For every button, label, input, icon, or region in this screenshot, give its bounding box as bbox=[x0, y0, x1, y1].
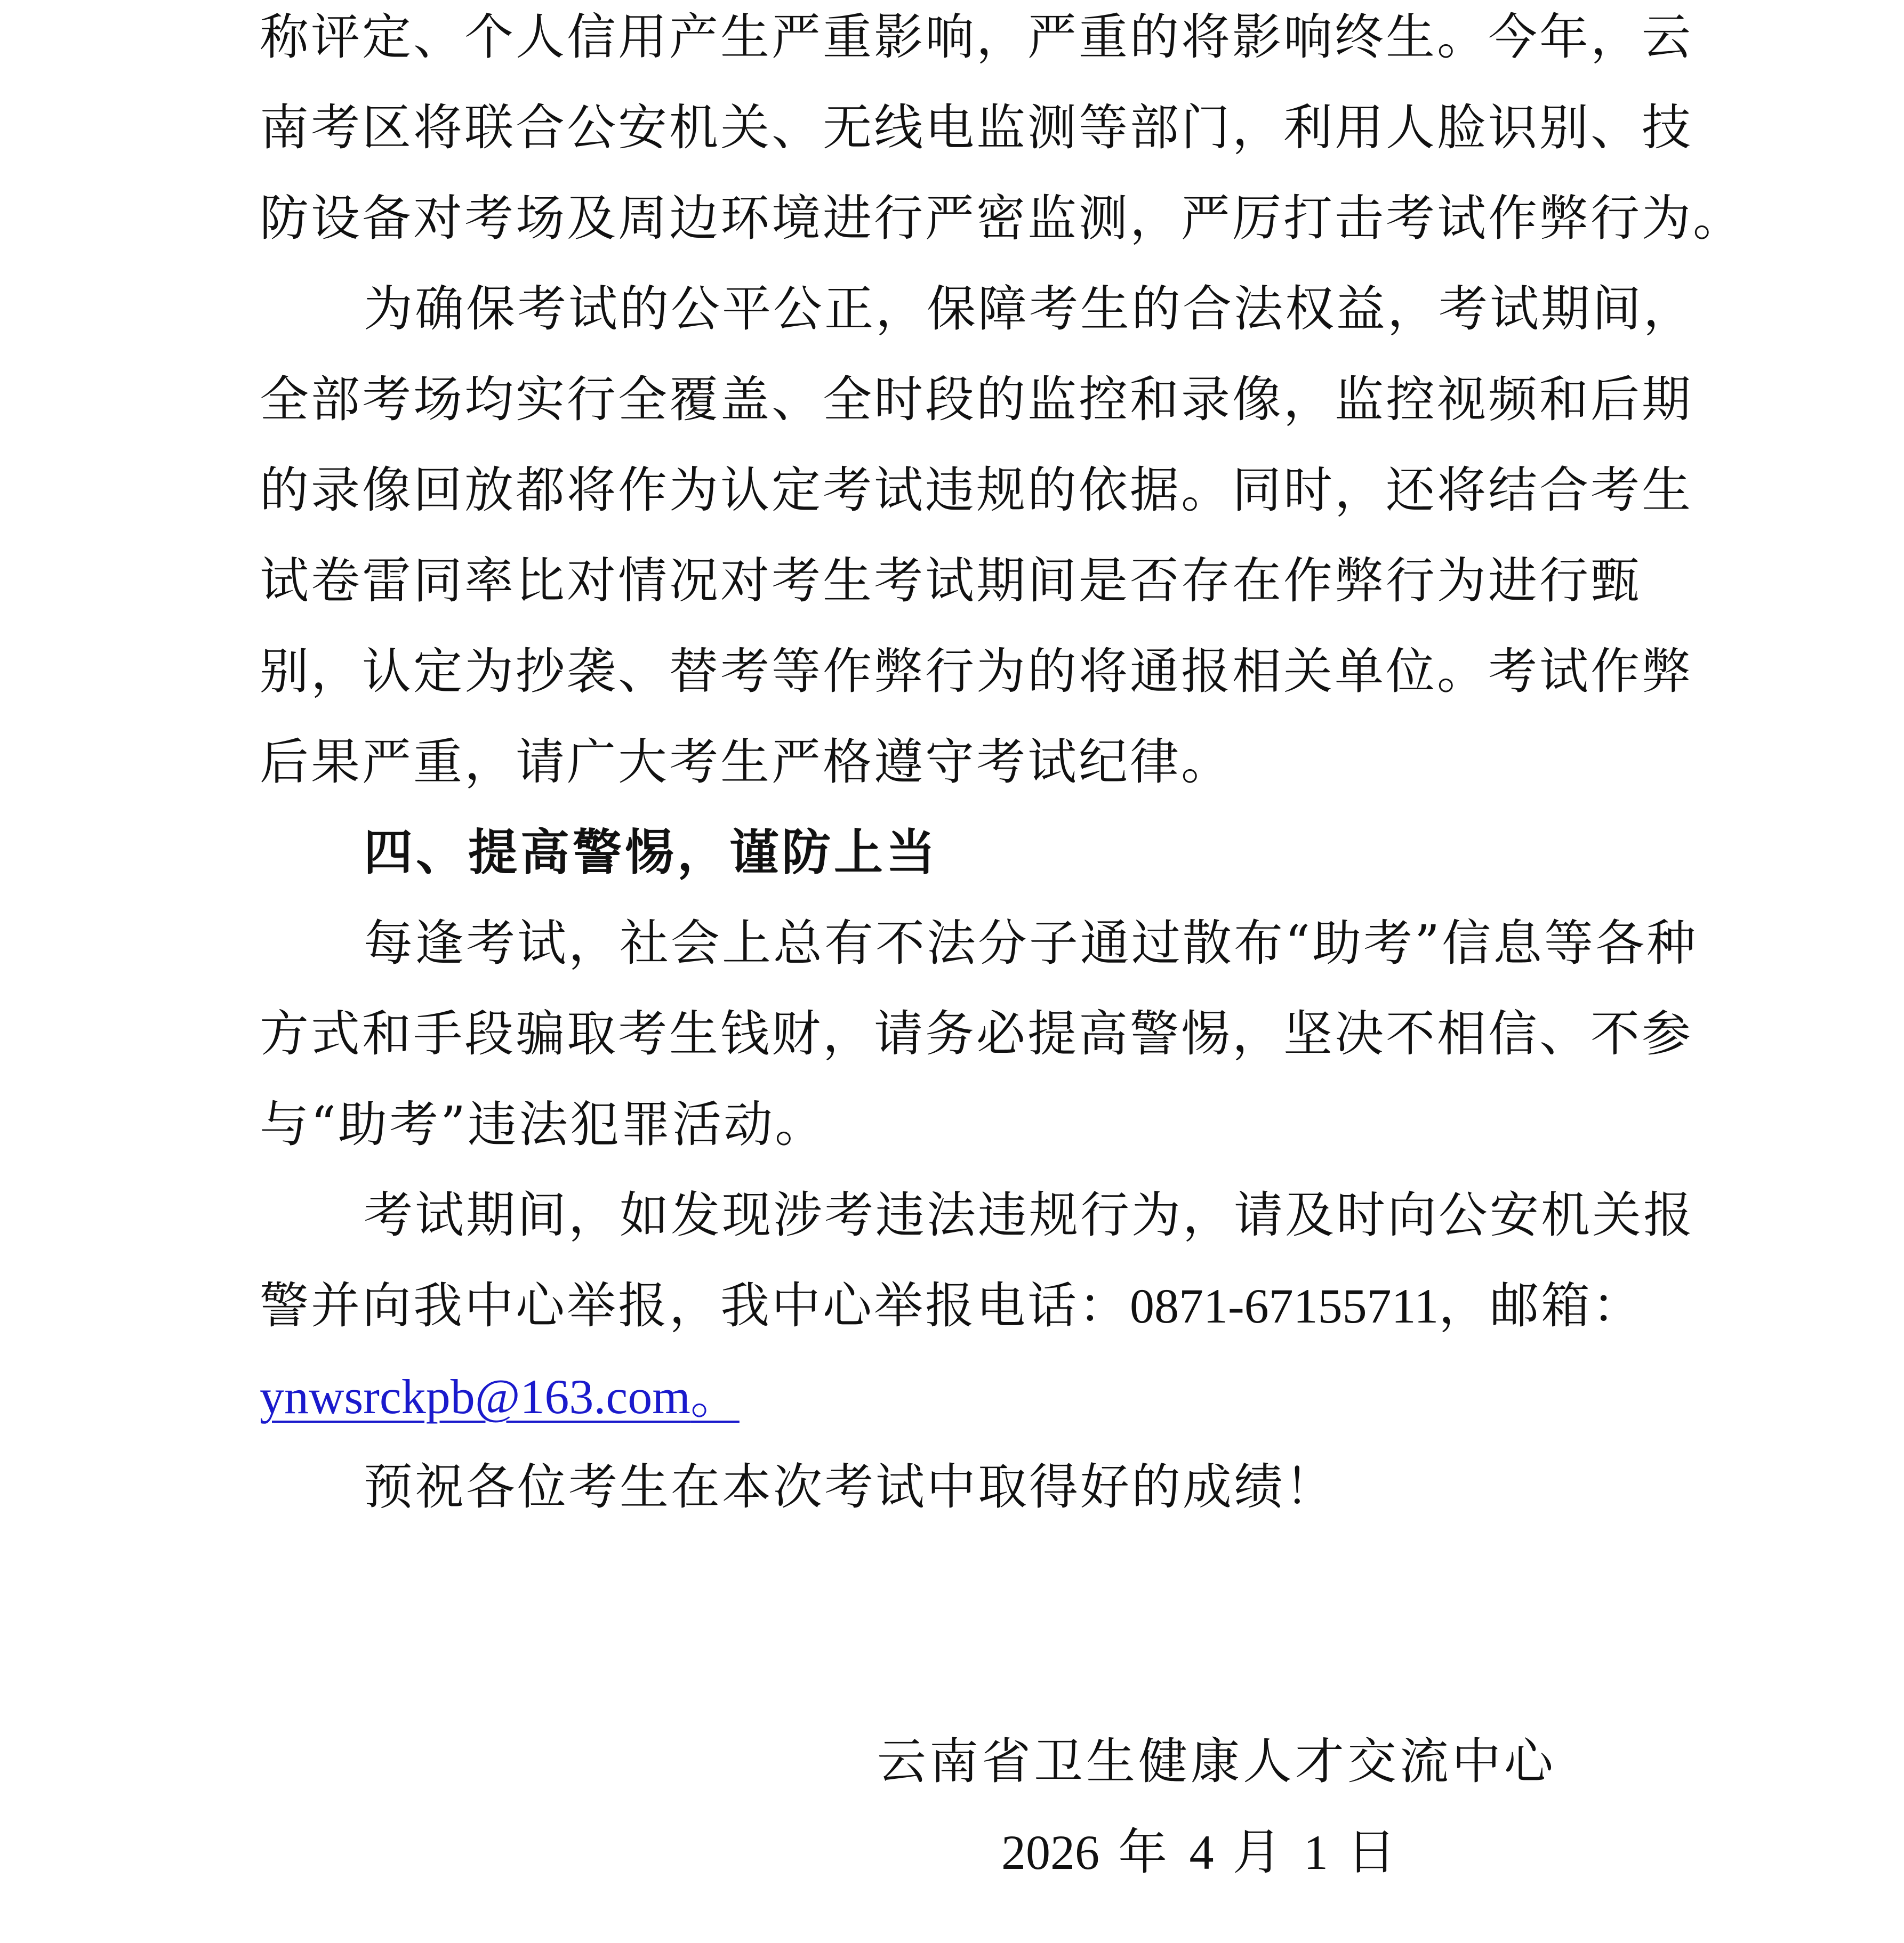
signature-date: 2026 年 4 月 1 日 bbox=[1001, 1824, 1400, 1881]
paragraph-line: 考试期间，如发现涉考违法违规行为，请及时向公安机关报 bbox=[364, 1187, 1695, 1244]
report-text: 警并向我中心举报，我中心举报电话： bbox=[260, 1277, 1130, 1334]
signature-organization: 云南省卫生健康人才交流中心 bbox=[877, 1733, 1557, 1790]
paragraph-line: 每逢考试，社会上总有不法分子通过散布“助考”信息等各种 bbox=[364, 915, 1698, 972]
paragraph-line: 为确保考试的公平公正，保障考生的合法权益，考试期间， bbox=[364, 280, 1695, 337]
paragraph-line: 南考区将联合公安机关、无线电监测等部门，利用人脸识别、技 bbox=[260, 99, 1693, 156]
paragraph-line: 后果严重，请广大考生严格遵守考试纪律。 bbox=[260, 733, 1233, 791]
paragraph-line: 别，认定为抄袭、替考等作弊行为的将通报相关单位。考试作弊 bbox=[260, 643, 1693, 700]
email-label: ，邮箱： bbox=[1439, 1277, 1644, 1334]
paragraph-line bbox=[260, 1367, 740, 1426]
paragraph-line: 称评定、个人信用产生严重影响，严重的将影响终生。今年，云 bbox=[260, 9, 1693, 66]
section-heading: 四、提高警惕，谨防上当 bbox=[364, 824, 939, 881]
paragraph-line: 与“助考”违法犯罪活动。 bbox=[260, 1096, 826, 1153]
paragraph-line: 的录像回放都将作为认定考试违规的依据。同时，还将结合考生 bbox=[260, 462, 1693, 519]
paragraph-line: 方式和手段骗取考生钱财，请务必提高警惕，坚决不相信、不参 bbox=[260, 1005, 1693, 1062]
report-phone: 0871-67155711 bbox=[1130, 1279, 1439, 1333]
paragraph-line: 全部考场均实行全覆盖、全时段的监控和录像，监控视频和后期 bbox=[260, 371, 1693, 428]
paragraph-line bbox=[260, 1277, 1643, 1335]
report-email-link[interactable]: ynwsrckpb@163.com。 bbox=[260, 1369, 740, 1424]
paragraph-line: 防设备对考场及周边环境进行严密监测，严厉打击考试作弊行为。 bbox=[260, 190, 1745, 247]
paragraph-line: 预祝各位考生在本次考试中取得好的成绩！ bbox=[364, 1458, 1337, 1515]
paragraph-line: 试卷雷同率比对情况对考生考试期间是否存在作弊行为进行甄 bbox=[260, 552, 1642, 609]
